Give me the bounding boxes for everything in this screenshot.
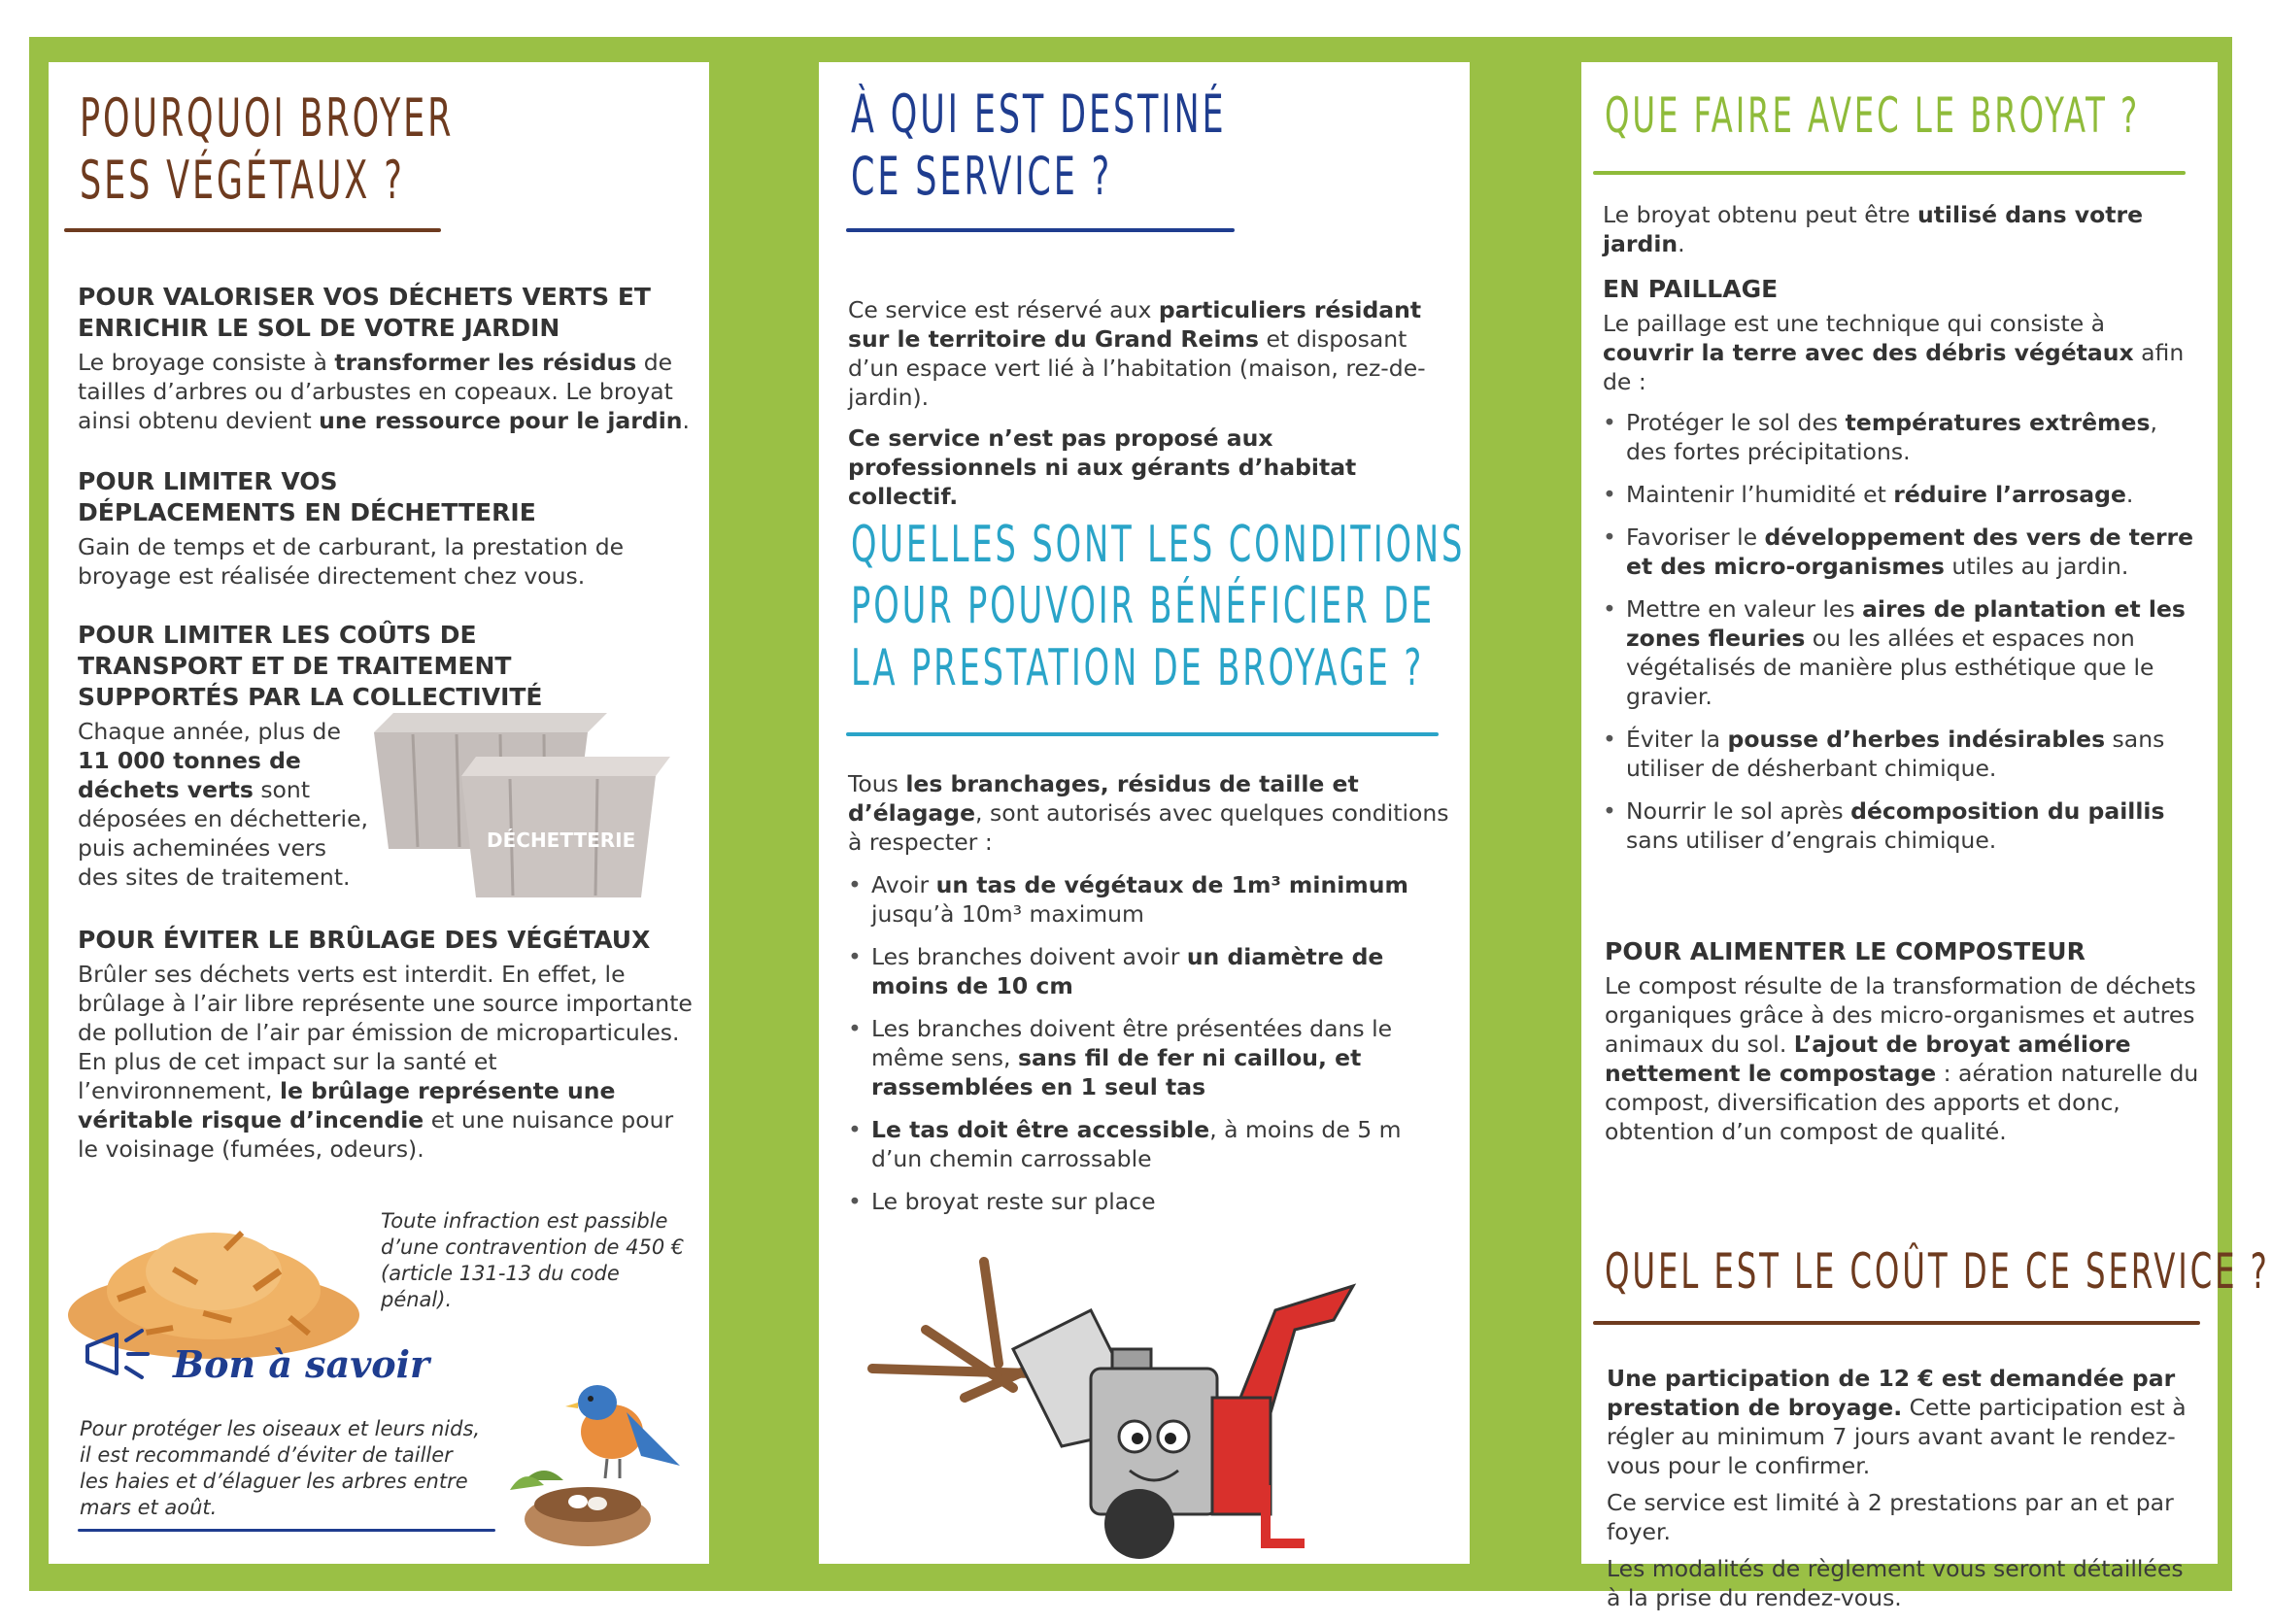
- title-line: CE SERVICE ?: [851, 145, 1113, 207]
- section-text: Le broyage consiste à transformer les résidus de tailles d’arbres ou d’arbustes en copeaux. Le broyat ainsi obtenu devient une ressource pour le jardin.: [78, 349, 690, 434]
- conditions-title: [851, 515, 1465, 699]
- dumpster-label: DÉCHETTERIE: [487, 829, 636, 852]
- panel-why-shred: [49, 62, 709, 1564]
- infraction-note: Toute infraction est passible d’une contravention de 450 € (article 131-13 du code pénal).: [381, 1209, 685, 1311]
- composteur-heading: POUR ALIMENTER LE COMPOSTEUR: [1605, 937, 2085, 965]
- title-line: SES VÉGÉTAUX ?: [80, 149, 405, 211]
- section-heading: POUR LIMITER VOS DÉPLACEMENTS EN DÉCHETTERIE: [78, 467, 536, 526]
- section-valoriser: [78, 282, 690, 447]
- condition-item: • Les branches doivent avoir un diamètre de moins de 10 cm: [848, 942, 1450, 1000]
- section-cost: [1607, 1364, 2204, 1624]
- section-conditions: [848, 769, 1450, 1230]
- title-line: POURQUOI BROYER: [80, 87, 455, 149]
- cost-text: Une participation de 12 € est demandée par prestation de broyage. Cette participation est à régler au minimum 7 jours avant avant le rendez-vous pour le confirmer.: [1607, 1365, 2187, 1479]
- section-text: Brûler ses déchets verts est interdit. En effet, le brûlage à l’air libre représente une source importante de pollution de l’air par émission de microparticules. En plus de cet impact sur la santé et l’environnement, le brûlage représente une véritable risque d’incendie et une nuisance pour le voisinage (fumées, odeurs).: [78, 961, 693, 1163]
- section-heading: POUR LIMITER LES COÛTS DE TRANSPORT ET DE TRAITEMENT SUPPORTÉS PAR LA COLLECTIVITÉ: [78, 621, 543, 711]
- conditions-list: [848, 870, 1450, 1216]
- benefit-item: • Maintenir l’humidité et réduire l’arrosage.: [1603, 480, 2200, 509]
- eligibility-text: Ce service est réservé aux particuliers résidant sur le territoire du Grand Reims et disposant d’un espace vert lié à l’habitation (maison, rez-de-jardin).: [848, 296, 1426, 411]
- eligibility-restriction: Ce service n’est pas proposé aux professionnels ni aux gérants d’habitat collectif.: [848, 424, 1357, 510]
- title-underline: [1593, 171, 2186, 175]
- title-line: QUELLES SONT LES CONDITIONS: [851, 516, 1466, 574]
- condition-item: • Le broyat reste sur place: [848, 1187, 1450, 1216]
- cost-underline: [1593, 1321, 2200, 1325]
- cost-limit: Ce service est limité à 2 prestations par an et par foyer.: [1607, 1489, 2174, 1545]
- bon-a-savoir-text: Pour protéger les oiseaux et leurs nids, il est recommandé d’éviter de tailler les haies et d’élaguer les arbres entre mars et août.: [80, 1417, 481, 1519]
- condition-item: • Avoir un tas de végétaux de 1m³ minimum jusqu’à 10m³ maximum: [848, 870, 1450, 929]
- title-underline: [846, 228, 1235, 232]
- megaphone-icon: [78, 1325, 155, 1383]
- paillage-text: Le paillage est une technique qui consiste à couvrir la terre avec des débris végétaux afin de :: [1603, 310, 2185, 395]
- section-text: Gain de temps et de carburant, la prestation de broyage est réalisée directement chez vous.: [78, 533, 625, 590]
- section-deplacements: [78, 466, 690, 602]
- bon-a-savoir-title: Bon à savoir: [173, 1342, 430, 1386]
- panel-title: QUE FAIRE AVEC LE BROYAT ?: [1605, 87, 2141, 144]
- section-brulage: [78, 925, 695, 1175]
- section-heading: POUR VALORISER VOS DÉCHETS VERTS ET ENRICHIR LE SOL DE VOTRE JARDIN: [78, 283, 651, 342]
- section-heading: POUR ÉVITER LE BRÛLAGE DES VÉGÉTAUX: [78, 926, 651, 954]
- panel-what-to-do: [1581, 62, 2270, 1611]
- composteur-text: Le compost résulte de la transformation de déchets organiques grâce à des micro-organismes et autres animaux du sol. L’ajout de broyat améliore nettement le compostage : aération naturelle du compost, diversification des apports et donc, obtention d’un compost de qualité.: [1605, 972, 2199, 1145]
- title-line: LA PRESTATION DE BROYAGE ?: [851, 638, 1425, 697]
- panel-title: [80, 87, 454, 211]
- benefit-item: • Éviter la pousse d’herbes indésirables sans utiliser de désherbant chimique.: [1603, 725, 2200, 783]
- paillage-heading: EN PAILLAGE: [1603, 275, 1779, 303]
- benefit-item: • Protéger le sol des températures extrêmes, des fortes précipitations.: [1603, 408, 2200, 466]
- benefit-item: • Mettre en valeur les aires de plantation et les zones fleuries ou les allées et espaces non végétalisés de manière plus esthétique que le gravier.: [1603, 594, 2200, 711]
- section-text: Chaque année, plus de 11 000 tonnes de déchets verts sont déposées en déchetterie, puis acheminées vers des sites de traitement.: [78, 718, 369, 891]
- title-line: POUR POUVOIR BÉNÉFICIER DE: [851, 577, 1436, 636]
- condition-item: • Les branches doivent être présentées dans le même sens, sans fil de fer ni caillou, et rassemblées en 1 seul tas: [848, 1014, 1450, 1101]
- conditions-underline: [846, 732, 1439, 736]
- benefit-item: • Nourrir le sol après décomposition du paillis sans utiliser d’engrais chimique.: [1603, 796, 2200, 855]
- usage-intro: Le broyat obtenu peut être utilisé dans votre jardin.: [1603, 201, 2144, 257]
- benefit-item: • Favoriser le développement des vers de terre et des micro-organismes utiles au jardin.: [1603, 523, 2200, 581]
- paillage-benefits: [1603, 408, 2200, 855]
- condition-item: • Le tas doit être accessible, à moins de 5 m d’un chemin carrossable: [848, 1115, 1450, 1173]
- section-composteur: [1605, 936, 2202, 1158]
- title-line: À QUI EST DESTINÉ: [851, 84, 1227, 145]
- panel-title: [851, 84, 1226, 207]
- shredder-illustration: [867, 1252, 1431, 1563]
- section-broyat-usage: [1603, 200, 2200, 868]
- dumpster-illustration: [364, 703, 675, 907]
- cost-title: QUEL EST LE COÛT DE CE SERVICE ?: [1605, 1243, 2270, 1300]
- bird-nest-illustration: [505, 1373, 690, 1553]
- bon-underline: [78, 1529, 495, 1532]
- cost-payment: Les modalités de règlement vous seront détaillées à la prise du rendez-vous.: [1607, 1555, 2184, 1611]
- panel-who: [819, 62, 1470, 1564]
- title-underline: [64, 228, 441, 232]
- section-eligibility: [848, 295, 1445, 523]
- conditions-intro: Tous les branchages, résidus de taille et d’élagage, sont autorisés avec quelques conditions à respecter :: [848, 770, 1449, 856]
